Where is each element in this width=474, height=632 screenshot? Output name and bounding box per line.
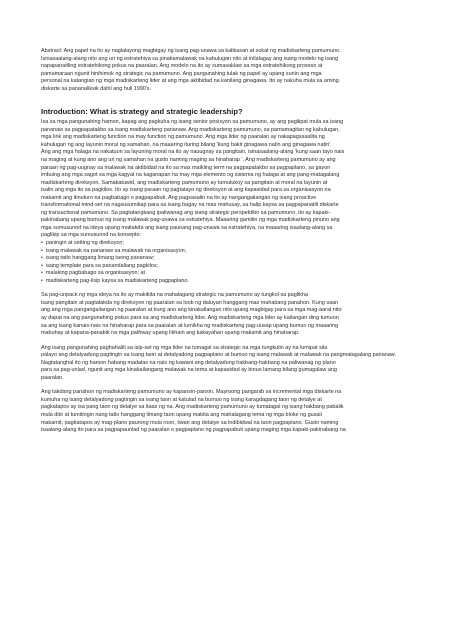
text-line: palayo ang detalyadong pagtingin sa isang taon at detalyadong pagpaplano at bumuo ng isang malawak at malawak na pangmatagalang pananaw. bbox=[41, 352, 396, 359]
text-line: pamamaraan ngunit hinihimok ng strategic na pamumuno. Ang pangunahing tulak ng papel ay upang suriin ang mga bbox=[41, 70, 322, 77]
list-item: • paningin at setting ng direksyon; bbox=[41, 240, 434, 248]
text-line: Ang ang mga halaga na nakatuon sa layuning moral na ito ay nauugnay sa pangitain, isinasaalang-alang 'kung saan tayo nais bbox=[41, 149, 345, 156]
text-line: Ang isang pangunahing paghahalili sa isip-set ng mga lider na tumagal sa strategic na mga tungkulin ay na lumipat sila bbox=[41, 344, 328, 351]
text-line: Abstract: Ang papel na ito ay naglalayong magbigay ng isang pag-unawa sa kalikasan at sukat ng madiskarteng pamumuno. bbox=[41, 48, 341, 54]
paragraph-gap bbox=[41, 338, 434, 345]
text-line: pagkatapos ay isa pang taon ng detalye sa itaas ng na. Ang madiskarteng pamumuno ay tumatagal ng isang hakbang pabalik bbox=[41, 404, 344, 411]
body-paragraph bbox=[41, 345, 434, 383]
list-item: • isang tatlo hanggang limang taong pananaw; bbox=[41, 255, 434, 263]
text-line: Nagtatanghal ito ng hamon habang madalas na nais ng kawani ang detalyadong hakbang-hakbang na paliwanag ng plano bbox=[41, 359, 336, 366]
text-line: pakinabang upang bumuo ng isang malawak pag-unawa sa estratehiya. Maaaring gamitin ng mga madiskarteng pinuno ang bbox=[41, 217, 340, 224]
text-line: na maging at kung ano ang uri ng samahan na gusto naming maging sa hinaharap '. Ang madiskarteng pamumuno ay ang bbox=[41, 157, 336, 164]
text-line: ay dapat na ang pangunahing pokus para sa ang madiskarteng lider. Ang madiskarteng mga lider ay kailangan ding tumuon bbox=[41, 314, 339, 321]
body-paragraph bbox=[41, 292, 434, 337]
intro-paragraph bbox=[41, 119, 434, 240]
text-line: imbuing ang mga sagot sa mga kagyat na kaganapan na may mga elemento ng sistema ng halaga at ang pang-matagalang bbox=[41, 172, 340, 179]
text-line: diskarte sa pananaliksik dahil ang huli 1990's. bbox=[41, 85, 152, 92]
text-line: Isa sa mga pangunahing hamon, kapag ang pagkuha ng isang senior posisyon sa pamumuno, ay ang pagliipat mula sa isang bbox=[41, 119, 343, 126]
list-item: • madiskarteng pag-iisip kaysa sa madiskarteng pagpaplano. bbox=[41, 278, 434, 286]
text-line: Sa pag-unpack ng mga ideya na ito ay makikita na mahalagang strategic na pamumuno ay tungkol sa paglikha bbox=[41, 292, 308, 299]
list-item: • malaking pagbabago sa organisasyon; at bbox=[41, 270, 434, 278]
list-item: • isang malawak na pananaw sa malawak na organisasyon; bbox=[41, 248, 434, 256]
text-line: isaalang-alang ito para sa pagpapaunlad ng paaralan o pagpaplano ng pagpapabuti upang maging mga kapaki-pakinabang na bbox=[41, 427, 346, 434]
text-line: Ang takdang panahon ng madiskarteng pamumuno ay kapansin-pansin. Mayroong panganib sa incremental mga diskarte na bbox=[41, 389, 342, 396]
text-line: mga sumusunod na ideya upang maitakda ang isang paunang pag-unawa sa estratehiya, na maaaring isaalang-alang sa bbox=[41, 224, 333, 231]
paragraph-gap bbox=[41, 285, 434, 292]
text-line: para sa pag-unlad, ngunit ang mga kinakailangang malawak na tema at kapasidad ay binuo lamang bilang gumagalaw ang bbox=[41, 367, 337, 374]
text-line: mula dito at tumitingin nang tatlo hanggang limang taon upang makita ang mahalagang tema ng mga bloke ng gusali bbox=[41, 411, 322, 418]
text-line: paaralan. bbox=[41, 374, 64, 381]
text-line: ang ang mga pangangailangan ng paaralan at kung ano ang kinakailangan nito upang magbigay para sa mga mag-aaral nito bbox=[41, 307, 342, 314]
text-line: mabuhay at kapana-panabik na mga pathway upang likhain ang kakayahan upang makamit ang hinaharap. bbox=[41, 330, 300, 337]
section-heading: Introduction: What is strategy and strategic leadership? bbox=[41, 107, 243, 117]
text-line: isang pangitain at pagtatakda ng direksyon ng paaralan sa loob ng daluyan hanggang mas mahabang panahon. Kung saan bbox=[41, 299, 339, 306]
text-line: paglikip sa mga sumusunod na konsepto: bbox=[41, 232, 142, 239]
bullet-list bbox=[41, 240, 434, 285]
text-line: makamit, pagkatapos ay mag-plano paurong mula roon, iiwan ang detalye sa indibidwal na taon pagpaplano. Gusto naming bbox=[41, 419, 339, 426]
body-paragraph bbox=[41, 389, 434, 434]
text-line: transformational mind-set na nagsusumikap para sa isang bagay na mas mahusay, sa halip kaysa sa pagpapanatili diskarte bbox=[41, 202, 339, 209]
paragraph-gap bbox=[41, 382, 434, 389]
text-line: paraan ng pag-uugnay sa malawak na aktibidad na ito sa mas maikling term na pagpapatakbo sa pagpaplano, sa gayon bbox=[41, 164, 331, 171]
text-line: napapanatiling estratehikong pokus na paaralan. Ang modelo na ito ay sumasaklaw sa mga estratehikong proseso at bbox=[41, 63, 323, 70]
text-line: sa ang isang kanais-nais na hinaharap para sa paaralan at lumikha ng madiskarteng pag-uusap upang bumuo ng maaaring bbox=[41, 322, 339, 329]
text-line: madiskarteng direksyon. Samakatuwid, ang madiskarteng pamumuno ay tumutukoy sa pangitain at moral na layunin at bbox=[41, 179, 328, 186]
text-line: Isinasaalang-alang nito ang uri ng estratehiya sa pinakamalawak na kahulugan nito at inilalagay ang isang modelo ng isang bbox=[41, 55, 339, 62]
text-line: ng transactional pamumuno. Sa pagtatangkang ipaliwanag ang isang strategic perspektibo sa pamumuno, ito ay kapaki- bbox=[41, 209, 331, 216]
text-line: pananaw sa pagpapatakbo sa isang madiskarteng pananaw. Ang madiskarteng pamumuno, sa pamamagitan ng kahulugan, bbox=[41, 126, 340, 133]
text-line: mga link ang madiskarteng function na may function ng pamumuno. Ang mga lider ng paaralan ay nakapagsasalita ng bbox=[41, 134, 325, 141]
text-line: kumuha ng isang detalyadong pagtingin sa isang taon at katulad na bumuo ng isang karagdagang taon ng detalye at bbox=[41, 396, 322, 403]
text-line: isalin ang mga ito sa pagkilos. Ito ay isang paraan ng pagtatayo ng direksyon at ang kapasidad para sa organisasyon na bbox=[41, 187, 331, 194]
list-item: • isang template para sa panandaliang pagkilos; bbox=[41, 263, 434, 271]
text-line: personal na katangian ng mga madiskarteng lider at ang mga aktibidad na kanilang ginagawa. Ito ay nakuha mula sa aming bbox=[41, 78, 339, 85]
abstract-paragraph bbox=[41, 48, 434, 93]
text-line: makamit ang itinuturo na pagbabago o pagpapabuti. Ang pagsasalin na ito ay nangangailangan ng isang proactive bbox=[41, 194, 317, 201]
text-line: kahulugan ng ang layunin moral ng samahan, na maaaring ituring bilang 'kung bakit ginagawa natin ang ginagawa natin'. bbox=[41, 141, 332, 148]
